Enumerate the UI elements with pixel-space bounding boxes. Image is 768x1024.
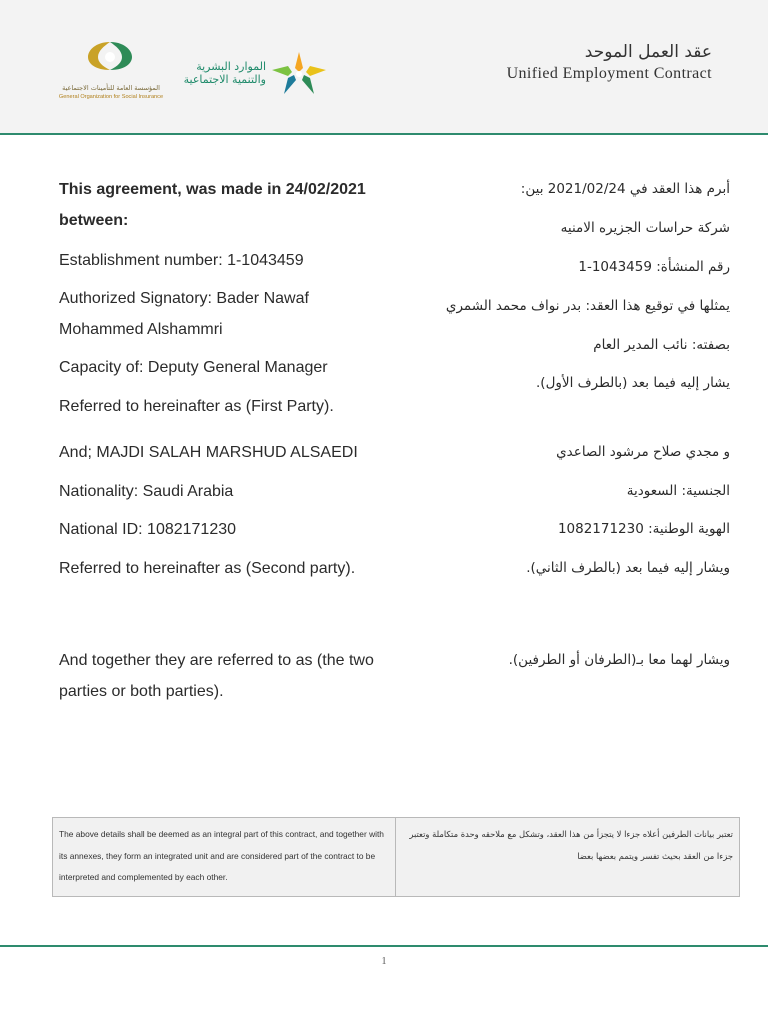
gosi-logo-arabic: المؤسسة العامة للتأمينات الاجتماعية [62,84,160,92]
note-english-text: The above details shall be deemed as an integral part of this contract, and together with its annexes, they form an integrated unit and are considered part of the contract to be interpreted and complemented by each other. [59,829,384,882]
nationality-en: Nationality: Saudi Arabia [59,483,234,500]
hr-logo-line1: الموارد البشرية [196,60,266,73]
hr-logo-line2: والتنمية الاجتماعية [183,73,266,86]
title-english: Unified Employment Contract [506,65,712,82]
capacity-ar: بصفته: نائب المدير العام [593,337,730,353]
national-id-ar: الهوية الوطنية: 1082171230 [557,521,730,537]
note-arabic-text: تعتبر بيانات الطرفين أعلاه جزءا لا يتجزأ من هذا العقد، وتشكل مع ملاحقه وحدة متكاملة وتعتبر جزءا من العقد بحيث تفسر ويتمم بعضها بعضا [409,829,733,861]
gosi-logo [48,40,174,100]
between-label-en: between: [59,212,129,229]
footer-divider [0,945,768,947]
capacity-en: Capacity of: Deputy General Manager [59,359,328,376]
gosi-logo-english: General Organization for Social Insurance [58,94,164,100]
second-party-referred-en: Referred to hereinafter as (Second party). [59,560,356,577]
company-name-ar: شركة حراسات الجزيره الامنيه [560,220,730,236]
first-party-referred-ar: يشار إليه فيما بعد (بالطرف الأول). [536,375,730,391]
nationality-ar: الجنسية: السعودية [626,483,730,499]
note-english-cell [53,818,396,896]
contract-header [0,0,768,135]
integral-part-note [52,817,740,897]
second-party-name-en: And; MAJDI SALAH MARSHUD ALSAEDI [59,444,358,461]
hr-ministry-star-icon [270,50,328,96]
gosi-emblem-icon [82,40,138,74]
second-party-name-ar: و مجدي صلاح مرشود الصاعدي [556,444,730,460]
authorized-signatory-ar: يمثلها في توقيع هذا العقد: بدر نواف محمد الشمري [445,298,730,314]
hr-ministry-logo [178,50,328,96]
establishment-number-ar: رقم المنشأة: 1043459-1 [578,259,730,275]
title-arabic: عقد العمل الموحد [584,42,712,62]
first-party-referred-en: Referred to hereinafter as (First Party). [59,398,334,415]
second-party-referred-ar: ويشار إليه فيما بعد (بالطرف الثاني). [526,560,730,576]
both-parties-en: And together they are referred to as (the two parties or both parties). [59,652,374,700]
establishment-number-en: Establishment number: 1-1043459 [59,252,304,269]
national-id-en: National ID: 1082171230 [59,521,237,538]
both-parties-ar: ويشار لهما معا بـ(الطرفان أو الطرفين). [508,652,730,668]
authorized-signatory-en: Authorized Signatory: Bader Nawaf Mohammed Alshammri [59,290,309,338]
agreement-date-ar: أبرم هذا العقد في 2021/02/24 بين: [520,181,730,197]
agreement-date-en: This agreement, was made in 24/02/2021 [59,181,366,198]
page-number: 1 [381,956,387,967]
